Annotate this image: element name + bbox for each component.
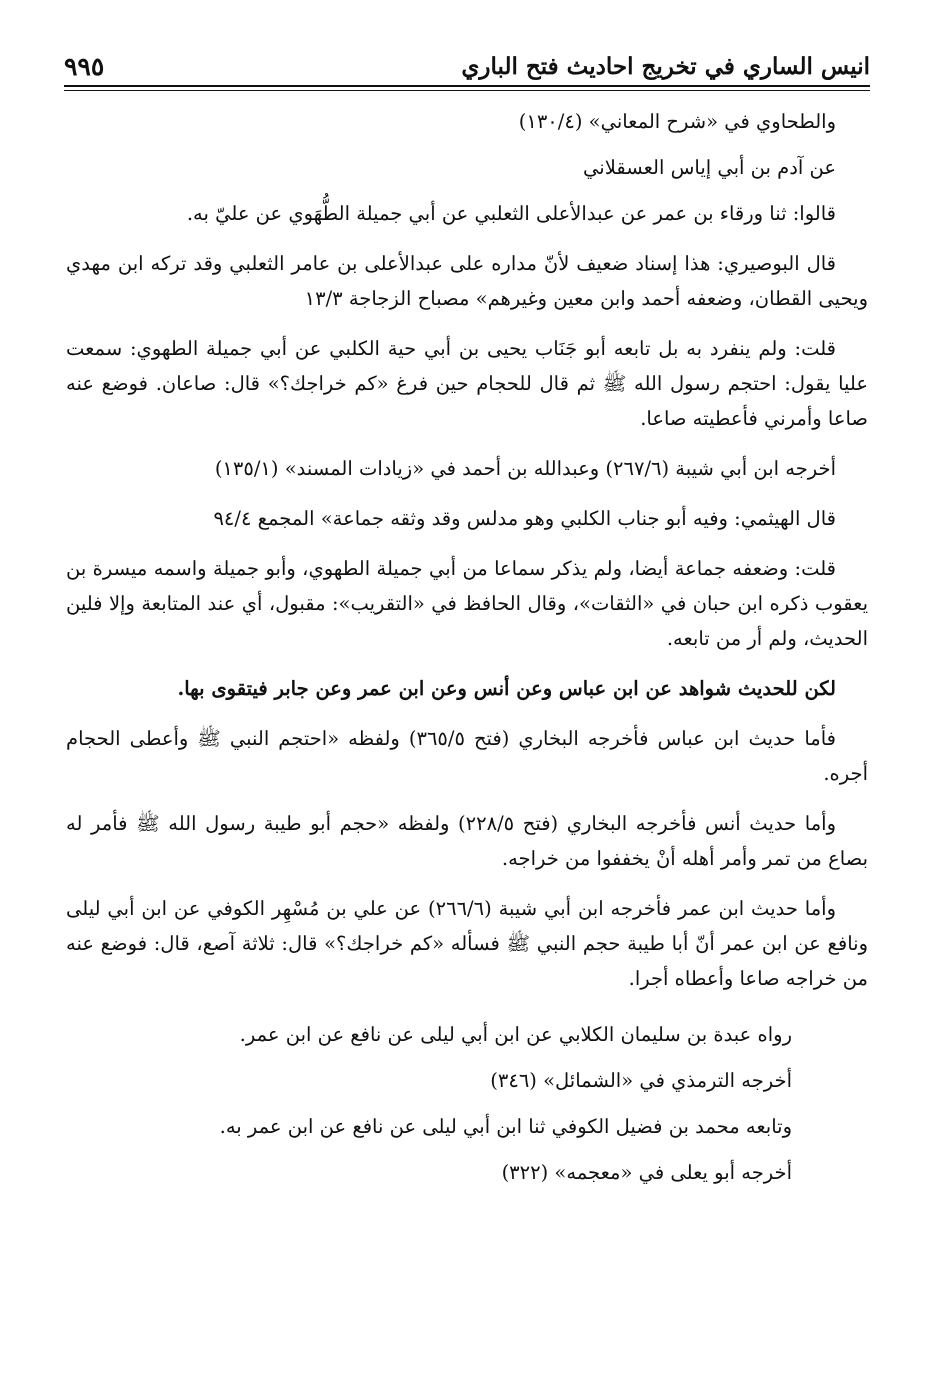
paragraph: وتابعه محمد بن فضيل الكوفي ثنا ابن أبي ليلى عن نافع عن ابن عمر به. [219,1115,792,1138]
paragraph: قال الهيثمي: وفيه أبو جناب الكلبي وهو مدلس وقد وثقه جماعة» المجمع ٩٤/٤ [213,507,836,530]
paragraph: قالوا: ثنا ورقاء بن عمر عن عبدالأعلى الثعلبي عن أبي جميلة الطُّهَوي عن عليّ به. [186,202,836,225]
running-title: انيس الساري في تخريج احاديث فتح الباري [461,53,870,80]
header-rule-thin [64,90,870,91]
paragraph: أخرجه ابن أبي شيبة (٢٦٧/٦) وعبدالله بن أحمد في «زيادات المسند» (١٣٥/١) [214,457,836,480]
paragraph: قلت: ولم ينفرد به بل تابعه أبو جَنَاب يحيى بن أبي حية الكلبي عن أبي جميلة الطهوي: سمعت عليا يقول: احتجم رسول الله ﷺ ثم قال للحجام حين فرغ «كم خراجك؟» قال: صاعان. فوضع عنه صاعا وأمرني فأعطيته صاعا. [66,337,868,430]
paragraph: فأما حديث ابن عباس فأخرجه البخاري (فتح ٣٦٥/٥) ولفظه «احتجم النبي ﷺ وأعطى الحجام أجره. [66,727,868,785]
paragraph: قال البوصيري: هذا إسناد ضعيف لأنّ مداره على عبدالأعلى بن عامر الثعلبي وقد تركه ابن مهدي ويحيى القطان، وضعفه أحمد وابن معين وغيرهم» مصباح الزجاجة ١٣/٣ [66,252,868,310]
paragraph: قلت: وضعفه جماعة أيضا، ولم يذكر سماعا من أبي جميلة الطهوي، وأبو جميلة واسمه ميسرة بن يعقوب ذكره ابن حبان في «الثقات»، وقال الحافظ في «التقريب»: مقبول، أي عند المتابعة وإلا فلين الحديث، ولم أر من تابعه. [66,557,868,650]
paragraph: أخرجه الترمذي في «الشمائل» (٣٤٦) [490,1069,792,1092]
paragraph: رواه عبدة بن سليمان الكلابي عن ابن أبي ليلى عن نافع عن ابن عمر. [239,1023,792,1046]
paragraph: عن آدم بن أبي إياس العسقلاني [583,156,836,179]
paragraph-bold: لكن للحديث شواهد عن ابن عباس وعن أنس وعن ابن عمر وعن جابر فيتقوى بها. [177,677,836,700]
paragraph: والطحاوي في «شرح المعاني» (١٣٠/٤) [518,110,836,133]
header-rule-thick [64,85,870,87]
running-header [64,48,870,82]
paragraph: وأما حديث ابن عمر فأخرجه ابن أبي شيبة (٢٦٦/٦) عن علي بن مُسْهِر الكوفي عن ابن أبي ليلى ونافع عن ابن عمر أنّ أبا طيبة حجم النبي ﷺ فسأله «كم خراجك؟» قال: ثلاثة آصع، قال: فوضع عنه من خراجه صاعا وأعطاه أجرا. [66,897,868,990]
page-body [66,104,868,1201]
page-number: ٩٩٥ [64,52,105,81]
paragraph: وأما حديث أنس فأخرجه البخاري (فتح ٢٢٨/٥) ولفظه «حجم أبو طيبة رسول الله ﷺ فأمر له بصاع من تمر وأمر أهله أنْ يخففوا من خراجه. [66,812,868,870]
paragraph: أخرجه أبو يعلى في «معجمه» (٣٢٢) [501,1161,792,1184]
